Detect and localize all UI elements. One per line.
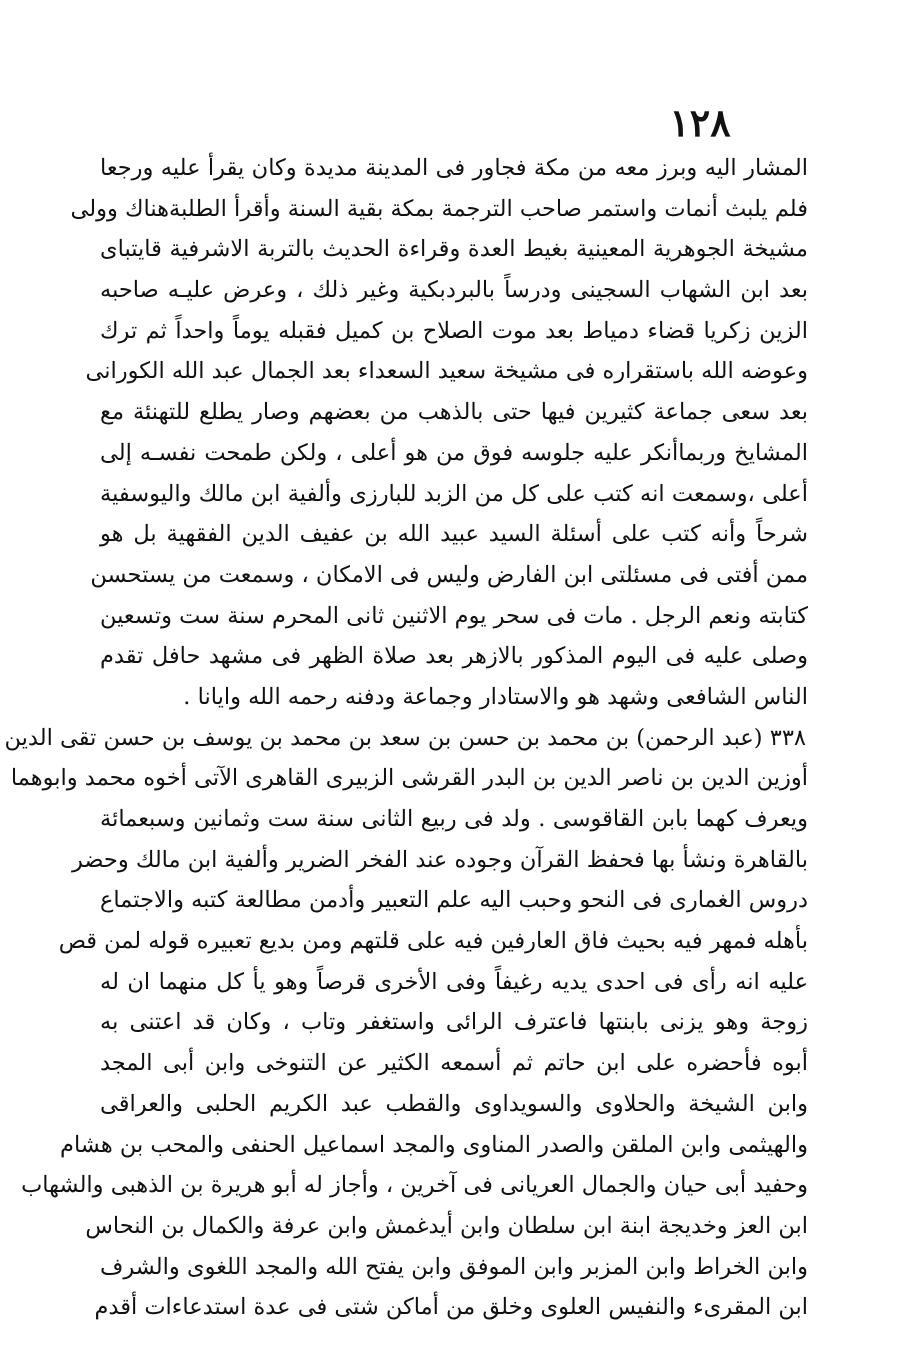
body-text xyxy=(4,148,808,1328)
text-line: الزين زكريا قضاء دمياط بعد موت الصلاح بن كميل فقبله يوماً واحداً ثم ترك xyxy=(100,317,808,344)
text-line: والهيثمى وابن الملقن والصدر المناوى والمجد اسماعيل الحنفى والمحب بن هشام xyxy=(60,1131,808,1158)
text-line: وصلى عليه فى اليوم المذكور بالازهر بعد صلاة الظهر فى مشهد حافل تقدم xyxy=(100,643,808,670)
text-line: الناس الشافعى وشهد هو والاستادار وجماعة ودفنه رحمه الله وايانا . xyxy=(183,683,808,710)
text-line: ابن العز وخديجة ابنة ابن سلطان وابن أيدغمش وابن عرفة والكمال بن النحاس xyxy=(85,1212,808,1239)
text-line: عليه انه رأى فى احدى يديه رغيفاً وفى الأخرى قرصاً وهو يأ كل منهما ان له xyxy=(100,968,808,995)
text-line: فلم يلبث أنمات واستمر صاحب الترجمة بمكة بقية السنة وأقرأ الطلبةهناك وولى xyxy=(70,195,808,222)
text-line: كتابته ونعم الرجل . مات فى سحر يوم الاثنين ثانى المحرم سنة ست وتسعين xyxy=(99,602,808,629)
text-line: وابن الشيخة والحلاوى والسويداوى والقطب عبد الكريم الحلبى والعراقى xyxy=(100,1090,808,1117)
text-line: بعد ابن الشهاب السجينى ودرساً بالبردبكية وغير ذلك ، وعرض عليـه صاحبه xyxy=(100,277,808,304)
text-line: زوجة وهو يزنى بابنتها فاعترف الرائى واستغفر وتاب ، وكان قد اعتنى به xyxy=(100,1009,808,1036)
text-line: أوزين الدين بن ناصر الدين بن البدر القرشى الزبيرى القاهرى الآتى أخوه محمد وابوهما xyxy=(10,765,808,792)
text-line: بأهله فمهر فيه بحيث فاق العارفين فيه على قلتهم ومن بديع تعبيره قوله لمن قص xyxy=(58,928,808,955)
text-line: ابن المقرىء والنفيس العلوى وخلق من أماكن شتى فى عدة استدعاءات أقدم xyxy=(94,1294,808,1321)
text-line: المشايخ وربماأنكر عليه جلوسه فوق من هو أعلى ، ولكن طمحت نفسـه إلى xyxy=(100,439,808,466)
text-line: شرحاً وأنه كتب على أسئلة السيد عبيد الله بن عفيف الدين الفقهية بل هو xyxy=(100,521,808,548)
text-line: أعلى ،وسمعت انه كتب على كل من الزبد للبارزى وألفية ابن مالك واليوسفية xyxy=(100,480,808,507)
entry-heading-line: ٣٣٨ (عبد الرحمن) بن محمد بن حسن بن سعد بن محمد بن يوسف بن حسن تقى الدين xyxy=(4,724,806,751)
text-line: بعد سعى جماعة كثيرين فيها حتى بالذهب من بعضهم وصار يطلع للتهنئة مع xyxy=(100,399,808,426)
page-number: ١٢٨ xyxy=(669,100,731,145)
text-line: دروس الغمارى فى النحو وحبب اليه علم التعبير وأدمن مطالعة كتبه والاجتماع xyxy=(100,887,808,914)
text-line: مشيخة الجوهرية المعينية بغيط العدة وقراءة الحديث بالتربة الاشرفية قايتباى xyxy=(100,236,808,263)
text-line: ممن أفتى فى مسئلتى ابن الفارض وليس فى الامكان ، وسمعت من يستحسن xyxy=(90,561,808,588)
text-line: وابن الخراط وابن المزبر وابن الموفق وابن يفتح الله والمجد اللغوى والشرف xyxy=(100,1253,808,1280)
text-line: المشار اليه وبرز معه من مكة فجاور فى المدينة مديدة وكان يقرأ عليه ورجعا xyxy=(100,155,808,181)
text-line: أبوه فأحضره على ابن حاتم ثم أسمعه الكثير عن التنوخى وابن أبى المجد xyxy=(100,1050,808,1077)
text-line: بالقاهرة ونشأ بها فحفظ القرآن وجوده عند الفخر الضرير وألفية ابن مالك وحضر xyxy=(72,846,808,873)
text-line: وحفيد أبى حيان والجمال العريانى فى آخرين ، وأجاز له أبو هريرة بن الذهبى والشهاب xyxy=(21,1172,808,1199)
text-line: ويعرف كهما بابن القاقوسى . ولد فى ربيع الثانى سنة ست وثمانين وسبعمائة xyxy=(100,806,808,832)
text-line: وعوضه الله باستقراره فى مشيخة سعيد السعداء بعد الجمال عبد الله الكورانى xyxy=(85,358,808,385)
